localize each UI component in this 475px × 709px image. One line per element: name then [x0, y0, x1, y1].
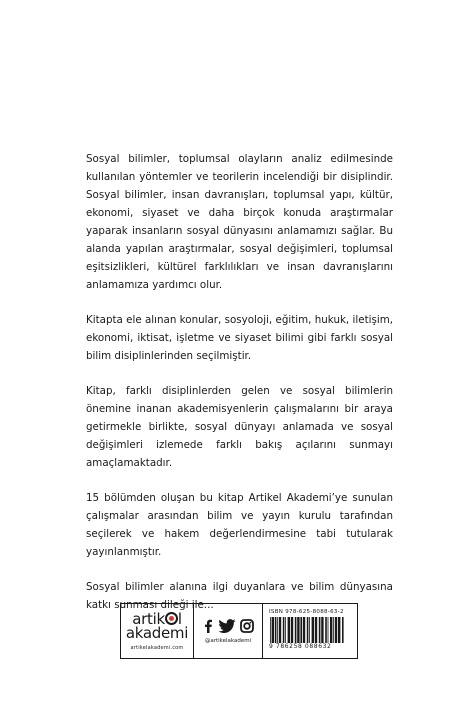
barcode-bar	[321, 617, 323, 643]
paragraph-3: Kitap, farklı disiplinlerden gelen ve sosyal bilimlerin önemine inanan akademisyenlerin çalışmalarını bir araya getirmekle birlikte, sosyal dünyayı anlamada ve sosyal değişimleri izlemede farklı bakış açılarını sunmayı amaçlamaktadır.	[86, 385, 393, 469]
paragraph-5: Sosyal bilimler alanına ilgi duyanlara ve bilim dünyasına katkı sunması dileği ile...	[86, 581, 393, 611]
social-icons	[202, 619, 254, 633]
logo-wordmark-top: artik l	[132, 609, 182, 628]
barcode-bar	[275, 617, 277, 643]
barcode-bar	[295, 617, 297, 643]
barcode-bar	[272, 617, 274, 643]
barcode-bar	[307, 617, 309, 643]
logo-wordmark-bottom: akademi	[125, 623, 189, 642]
publisher-footer	[120, 603, 358, 659]
barcode-bar	[279, 617, 281, 643]
barcode	[269, 617, 351, 643]
social-handle: @artikelakademi	[204, 637, 252, 644]
barcode-bar	[283, 617, 285, 643]
barcode-bar	[285, 617, 286, 643]
barcode-bar	[303, 617, 305, 643]
barcode-bar	[330, 617, 332, 643]
barcode-bar	[319, 617, 321, 643]
barcode-bar	[335, 617, 337, 643]
barcode-bar	[333, 617, 334, 643]
paragraph-1: Sosyal bilimler, toplumsal olayların analiz edilmesinde kullanılan yöntemler ve teorilerin incelendiği bir disiplindir. Sosyal bilimler, insan davranışları, toplumsal yapı, kültür, ekonomi, siyaset ve daha birçok konuda araştırmalar yaparak insanların sosyal dünyasını anlamamızı sağlar. Bu alanda yapılan araştırmalar, sosyal değişimleri, toplumsal eşitsizlikleri, kültürel farklılıkları ve insan davranışlarını anlamamıza yardımcı olur.	[86, 153, 393, 291]
publisher-website: artikelakademi.com	[130, 644, 184, 651]
barcode-bar	[309, 617, 310, 643]
barcode-bar	[315, 617, 317, 643]
social-media	[194, 604, 263, 658]
twitter-icon	[218, 619, 236, 633]
paragraph-4: 15 bölümden oluşan bu kitap Artikel Akademi’ye sunulan çalışmalar arasından bilim ve yayın kurulu tarafından seçilerek ve hakem değerlendirmesine tabi tutularak yayınlanmıştır.	[86, 492, 393, 558]
barcode-bar	[342, 617, 344, 643]
barcode-bar	[325, 617, 327, 643]
paragraph-2: Kitapta ele alınan konular, sosyoloji, eğitim, hukuk, iletişim, ekonomi, iktisat, işletme ve siyaset bilimi gibi farklı sosyal bilim disiplinlerinden seçilmiştir.	[86, 314, 393, 362]
barcode-bar	[291, 617, 293, 643]
barcode-bar	[312, 617, 314, 643]
barcode-bar	[338, 617, 340, 643]
back-cover-text	[86, 150, 393, 631]
barcode-bar	[270, 617, 271, 643]
barcode-bar	[297, 617, 299, 643]
facebook-icon	[202, 619, 214, 633]
barcode-bar	[277, 617, 278, 643]
barcode-bar	[300, 617, 302, 643]
publisher-logo	[121, 604, 194, 658]
isbn-number: ISBN 978-625-8088-63-2	[269, 609, 344, 615]
logo-o-icon	[165, 612, 178, 625]
instagram-icon	[240, 619, 254, 633]
barcode-bar	[288, 617, 290, 643]
barcode-bar	[328, 617, 329, 643]
isbn-block	[263, 604, 357, 658]
barcode-digits: 9 786258 088632	[269, 643, 332, 650]
